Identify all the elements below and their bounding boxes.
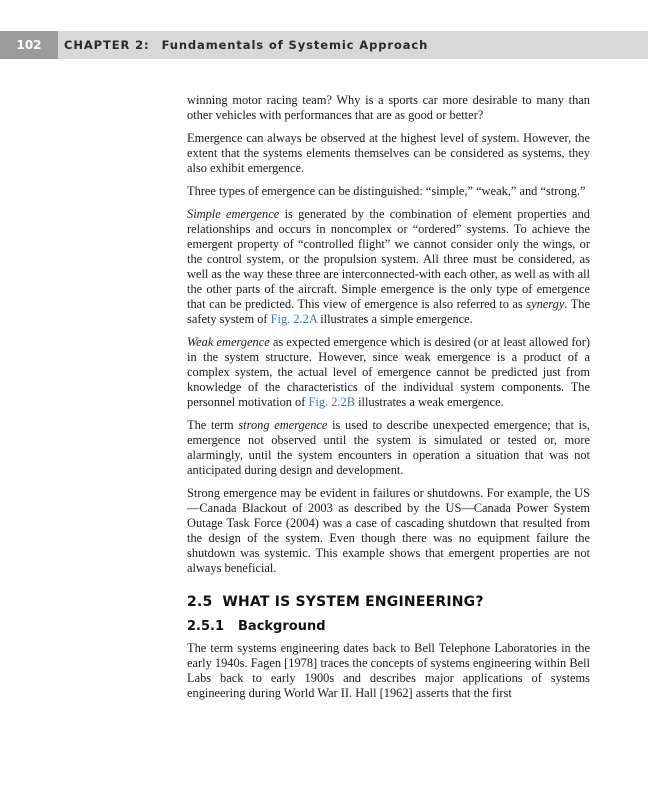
paragraph-weak-emergence bbox=[187, 335, 590, 410]
paragraph: winning motor racing team? Why is a sports car more desirable to many than other vehicles with performances that are as good or better? bbox=[187, 93, 590, 122]
figure-link-2-2b[interactable]: Fig. 2.2B bbox=[308, 395, 355, 409]
page-number: 102 bbox=[0, 31, 58, 59]
paragraph: Emergence can always be observed at the highest level of system. However, the extent that the systems elements themselves can be considered as systems, they also exhibit emergence. bbox=[187, 131, 590, 175]
section-title: WHAT IS SYSTEM ENGINEERING? bbox=[222, 594, 484, 610]
figure-link-2-2a[interactable]: Fig. 2.2A bbox=[270, 312, 318, 326]
paragraph: Strong emergence may be evident in failures or shutdowns. For example, the US—Canada Blackout of 2003 as described by the US—Canada Power System Outage Task Force (2004) was a case of cascading shutdown that resulted from the design of the system. Even though there was no equipment failure the shutdown was systemic. This example shows that emergent properties are not always beneficial. bbox=[187, 486, 590, 575]
chapter-heading bbox=[64, 31, 428, 59]
paragraph-text: . The safety system of bbox=[187, 297, 590, 326]
term-simple-emergence: Simple emergence bbox=[187, 207, 280, 221]
chapter-label: CHAPTER 2: bbox=[64, 38, 150, 52]
paragraph-text: illustrates a simple emergence. bbox=[317, 312, 473, 326]
section-heading bbox=[187, 594, 590, 610]
running-header bbox=[0, 31, 648, 59]
paragraph-text: is used to describe unexpected emergence; that is, emergence not observed until the system is simulated or tested or, more alarmingly, until the system encounters in operation a situation that was not anticipated during design and development. bbox=[187, 418, 591, 477]
section-number: 2.5 bbox=[187, 594, 213, 610]
subsection-title: Background bbox=[238, 619, 326, 634]
paragraph-simple-emergence bbox=[187, 207, 590, 327]
paragraph-strong-emergence bbox=[187, 418, 590, 478]
subsection-heading bbox=[187, 619, 590, 634]
paragraph-text: The term bbox=[187, 418, 239, 432]
term-strong-emergence: strong emergence bbox=[238, 418, 328, 432]
term-synergy: synergy bbox=[526, 297, 565, 311]
body-text bbox=[187, 93, 590, 709]
term-weak-emergence: Weak emergence bbox=[187, 335, 270, 349]
paragraph-text: as expected emergence which is desired (or at least allowed for) in the system structure. However, since weak emergence is a product of a complex system, the actual level of emergence cannot be predicted just from knowledge of the characteristics of the individual system components. The personnel motivation of bbox=[187, 335, 590, 409]
paragraph-text: is generated by the combination of element properties and relationships and occurs in noncomplex or “ordered” systems. To achieve the emergent property of “controlled flight” we cannot consider only the wings, or the control system, or the propulsion system. All three must be considered, as well as the way these three are interconnected-with each other, as well as with all the other parts of the aircraft. Simple emergence is the only type of emergence that can be predicted. This view of emergence is also referred to as bbox=[187, 207, 590, 311]
paragraph: Three types of emergence can be distinguished: “simple,” “weak,” and “strong.” bbox=[187, 184, 586, 198]
subsection-number: 2.5.1 bbox=[187, 619, 225, 634]
chapter-title: Fundamentals of Systemic Approach bbox=[161, 38, 429, 52]
paragraph: The term systems engineering dates back to Bell Telephone Laboratories in the early 1940s. Fagen [1978] traces the concepts of systems engineering within Bell Labs back to early 1900s and describes major applications of systems engineering during World War II. Hall [1962] asserts that the first bbox=[187, 641, 590, 700]
paragraph-text: illustrates a weak emergence. bbox=[354, 395, 504, 409]
